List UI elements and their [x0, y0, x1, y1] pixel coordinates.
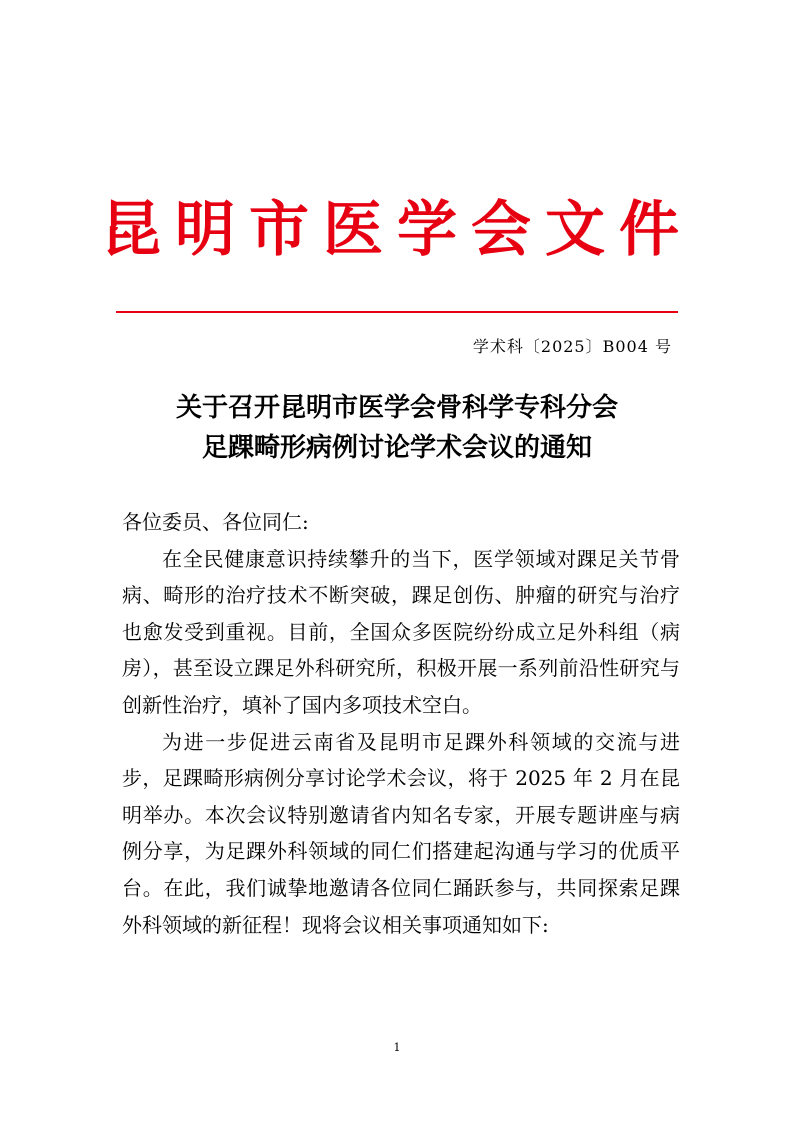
body-paragraph-1: 在全民健康意识持续攀升的当下，医学领域对踝足关节骨病、畸形的治疗技术不断突破，踝足创伤、肿瘤的研究与治疗也愈发受到重视。目前，全国众多医院纷纷成立足外科组（病房），甚至设立踝足外科研究所，积极开展一系列前沿性研究与创新性治疗，填补了国内多项技术空白。	[122, 546, 680, 717]
header-divider	[116, 311, 678, 313]
notice-title	[0, 388, 794, 468]
notice-title-line2: 足踝畸形病例讨论学术会议的通知	[201, 433, 592, 463]
document-body	[122, 504, 680, 943]
notice-title-line1: 关于召开昆明市医学会骨科学专科分会	[175, 393, 618, 423]
document-header-title: 昆明市医学会文件	[101, 195, 693, 265]
body-paragraph-2: 为进一步促进云南省及昆明市足踝外科领域的交流与进步，足踝畸形病例分享讨论学术会议，将于 2025 年 2 月在昆明举办。本次会议特别邀请省内知名专家，开展专题讲座与病例分享，为足踝外科领域的同仁们搭建起沟通与学习的优质平台。在此，我们诚挚地邀请各位同仁踊跃参与，共同探索足踝外科领域的新征程！现将会议相关事项通知如下:	[122, 729, 680, 937]
document-number: 学术科〔2025〕B004 号	[472, 337, 672, 356]
salutation: 各位委员、各位同仁:	[122, 510, 309, 534]
page-number: 1	[393, 1041, 401, 1054]
